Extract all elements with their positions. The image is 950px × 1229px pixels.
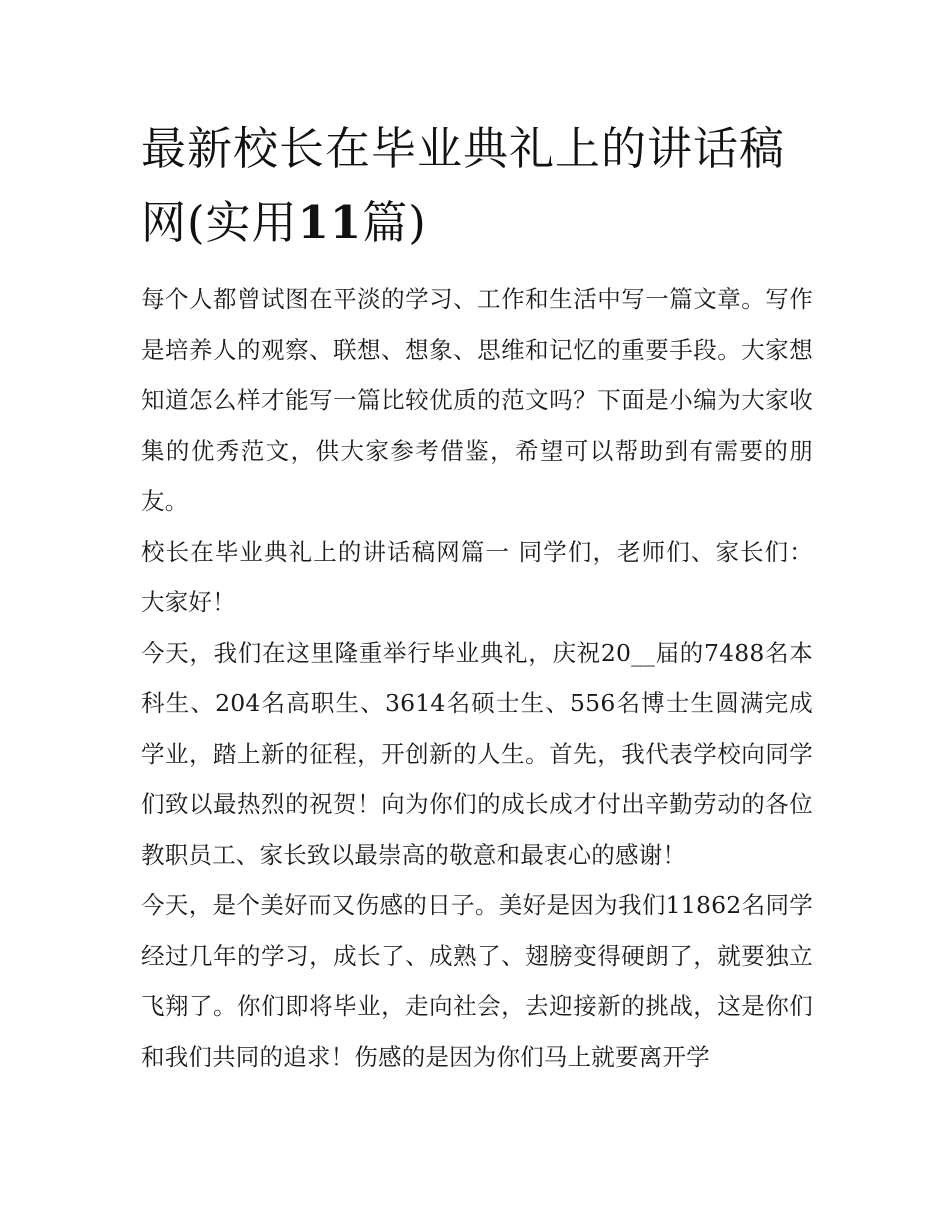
speech-paragraph-1: 今天，我们在这里隆重举行毕业典礼，庆祝20__届的7488名本科生、204名高职生、3614名硕士生、556名博士生圆满完成学业，踏上新的征程，开创新的人生。首先，我代表学校向同学们致以最热烈的祝贺！向为你们的成长成才付出辛勤劳动的各位教职员工、家长致以最崇高的敬意和最衷心的感谢！ xyxy=(141,638,813,869)
title-number: 11 xyxy=(297,196,363,249)
speech-heading-paragraph: 校长在毕业典礼上的讲话稿网篇一 同学们，老师们、家长们： 大家好！ xyxy=(141,537,813,616)
title-text: 最新校长在毕业典礼上的讲话稿网(实用 xyxy=(141,122,786,249)
intro-paragraph: 每个人都曾试图在平淡的学习、工作和生活中写一篇文章。写作是培养人的观察、联想、想象、思维和记忆的重要手段。大家想知道怎么样才能写一篇比较优质的范文吗？下面是小编为大家收集的优秀范文，供大家参考借鉴，希望可以帮助到有需要的朋友。 xyxy=(141,285,813,515)
title-suffix: 篇) xyxy=(362,196,427,249)
document-title xyxy=(141,112,813,260)
document-body xyxy=(141,112,813,1082)
speech-paragraph-2: 今天，是个美好而又伤感的日子。美好是因为我们11862名同学经过几年的学习，成长了、成熟了、翅膀变得硬朗了，就要独立飞翔了。你们即将毕业，走向社会，去迎接新的挑战，这是你们和我们共同的追求！伤感的是因为你们马上就要离开学 xyxy=(141,891,813,1071)
